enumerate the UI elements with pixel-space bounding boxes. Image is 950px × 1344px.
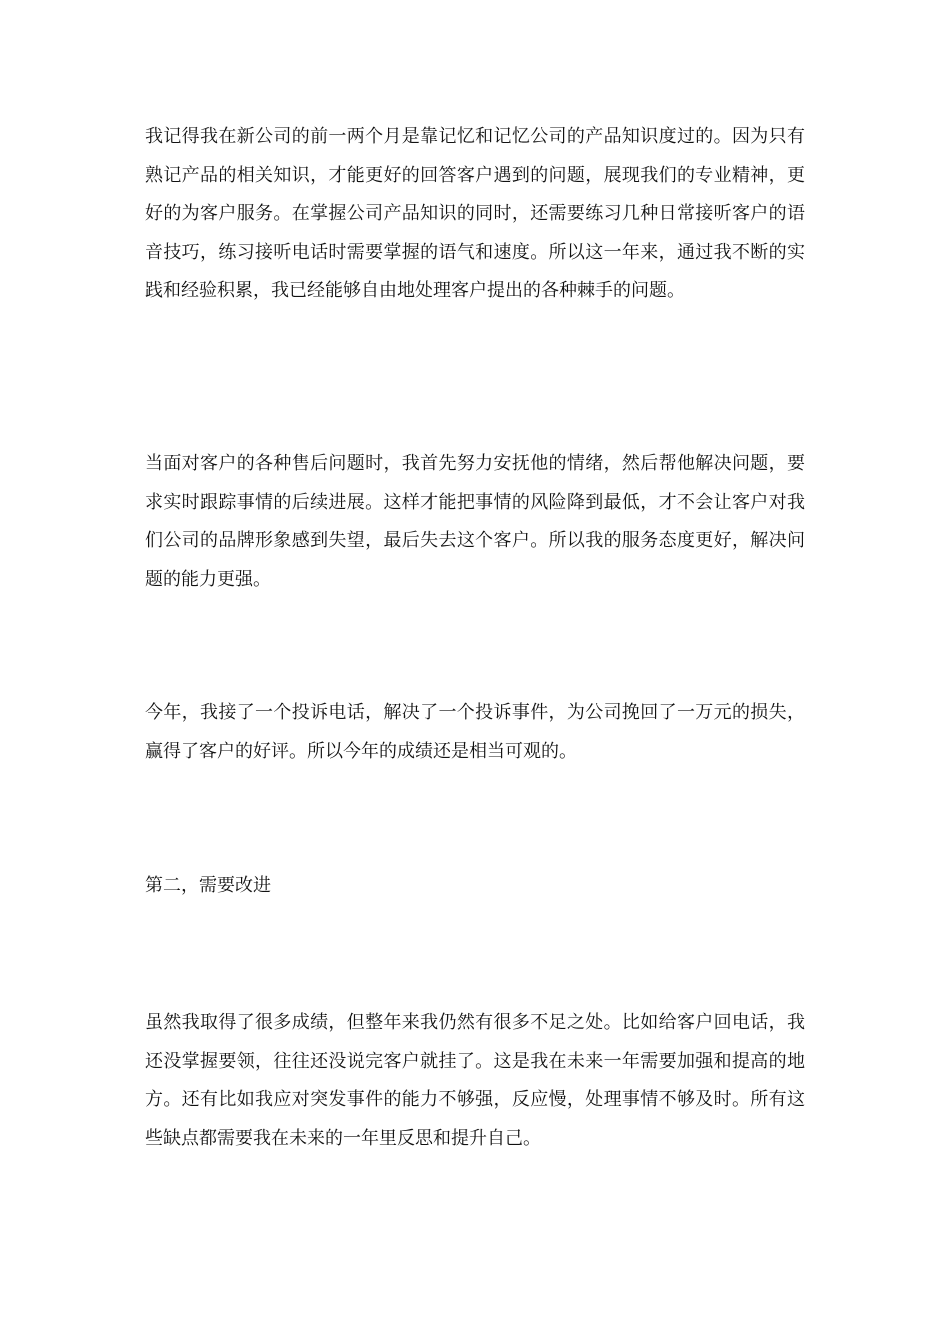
- paragraph-complaint: 今年，我接了一个投诉电话，解决了一个投诉事件，为公司挽回了一万元的损失，赢得了客户的好评。所以今年的成绩还是相当可观的。: [145, 702, 805, 762]
- paragraph-after-sales: 当面对客户的各种售后问题时，我首先努力安抚他的情绪，然后帮他解决问题，要求实时跟踪事情的后续进展。这样才能把事情的风险降到最低，才不会让客户对我们公司的品牌形象感到失望，最后失去这个客户。所以我的服务态度更好，解决问题的能力更强。: [145, 453, 805, 590]
- section-heading: 第二，需要改进: [145, 875, 271, 896]
- paragraph-improvements: 虽然我取得了很多成绩，但整年来我仍然有很多不足之处。比如给客户回电话，我还没掌握要领，往往还没说完客户就挂了。这是我在未来一年需要加强和提高的地方。还有比如我应对突发事件的能力不够强，反应慢，处理事情不够及时。所有这些缺点都需要我在未来的一年里反思和提升自己。: [145, 1012, 805, 1149]
- paragraph-product-knowledge: 我记得我在新公司的前一两个月是靠记忆和记忆公司的产品知识度过的。因为只有熟记产品的相关知识，才能更好的回答客户遇到的问题，展现我们的专业精神，更好的为客户服务。在掌握公司产品知识的同时，还需要练习几种日常接听客户的语音技巧，练习接听电话时需要掌握的语气和速度。所以这一年来，通过我不断的实践和经验积累，我已经能够自由地处理客户提出的各种棘手的问题。: [145, 126, 805, 302]
